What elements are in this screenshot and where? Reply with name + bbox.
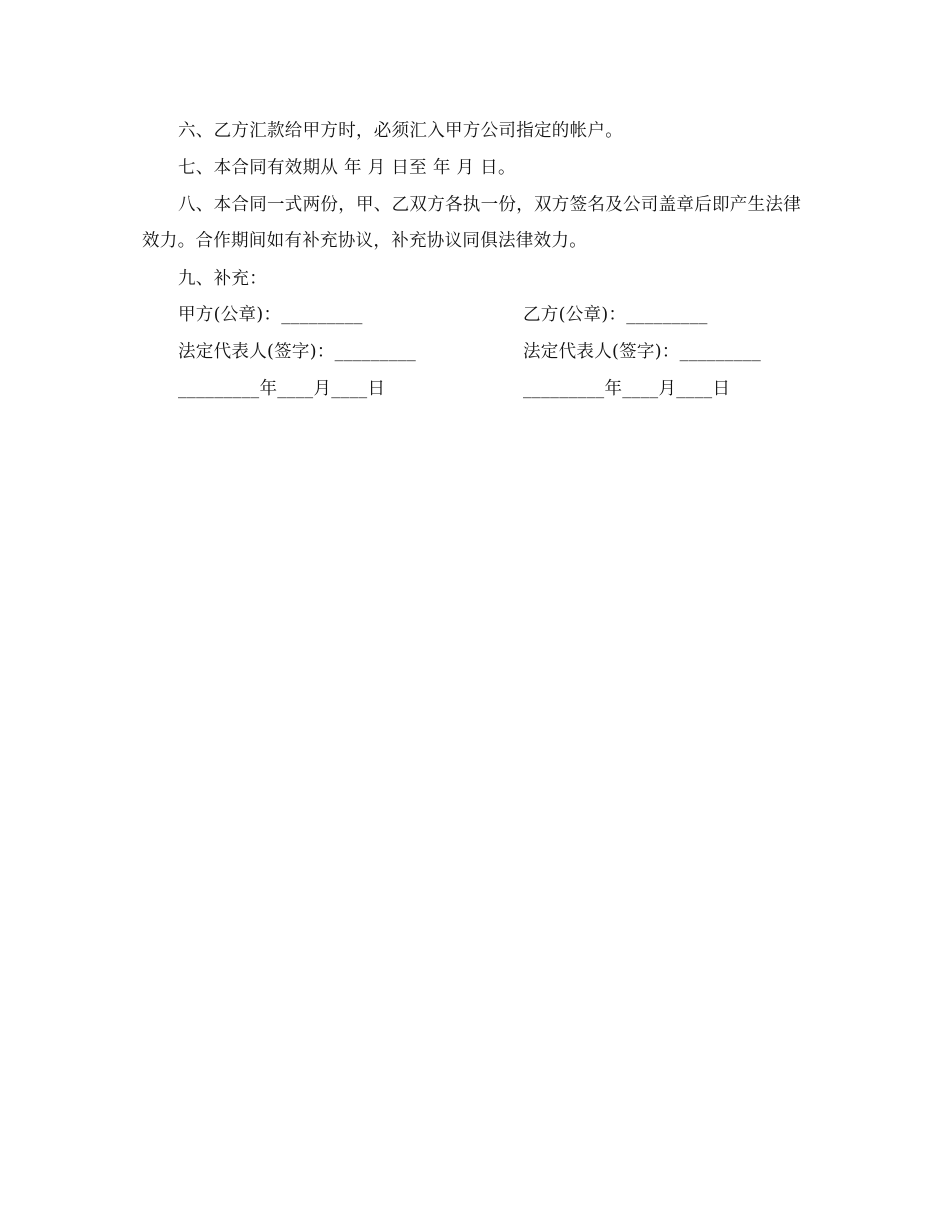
clause-eight: 八、本合同一式两份，甲、乙双方各执一份，双方签名及公司盖章后即产生法律效力。合作期间如有补充协议，补充协议同俱法律效力。 (142, 195, 801, 251)
clause-six: 六、乙方汇款给甲方时，必须汇入甲方公司指定的帐户。 (178, 121, 623, 141)
party-a-date-line: _________年____月____日 (178, 379, 386, 399)
party-a-seal-line: 甲方(公章)：_________ (178, 305, 363, 325)
party-b-seal-line: 乙方(公章)：_________ (523, 305, 708, 325)
party-b-date-line: _________年____月____日 (523, 379, 731, 399)
party-a-representative-line: 法定代表人(签字)：_________ (178, 342, 417, 362)
party-b-representative-line: 法定代表人(签字)：_________ (523, 342, 762, 362)
clause-seven: 七、本合同有效期从 年 月 日至 年 月 日。 (178, 158, 516, 178)
clause-nine: 九、补充： (178, 269, 267, 289)
